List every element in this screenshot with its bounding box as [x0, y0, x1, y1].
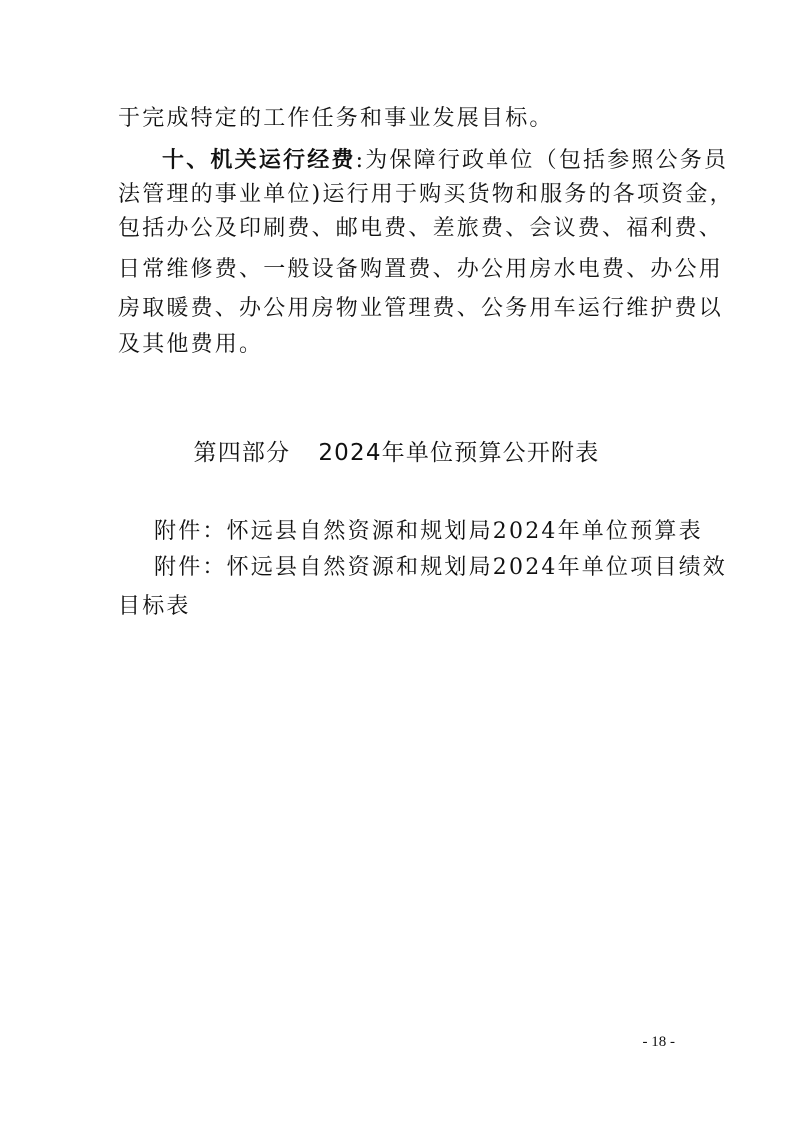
- operating-expense-line: 房取暖费、办公用房物业管理费、公务用车运行维护费以: [118, 296, 724, 321]
- attachment-item-continuation: 目标表: [118, 594, 191, 619]
- attachment-item: 附件：怀远县自然资源和规划局2024年单位预算表: [154, 519, 703, 544]
- operating-expense-term: 十、机关运行经费: [162, 148, 356, 173]
- operating-expense-line: 日常维修费、一般设备购置费、办公用房水电费、办公用: [118, 257, 724, 282]
- section-part-label: 第四部分: [193, 440, 291, 466]
- operating-expense-line: 法管理的事业单位)运行用于购买货物和服务的各项资金，: [118, 182, 734, 207]
- operating-expense-first-line: [162, 146, 729, 176]
- continuation-paragraph: 于完成特定的工作任务和事业发展目标。: [118, 106, 554, 131]
- operating-expense-line: 及其他费用。: [118, 332, 264, 357]
- section-heading: [0, 437, 793, 469]
- attachment-item: 附件：怀远县自然资源和规划局2024年单位项目绩效: [154, 555, 727, 580]
- section-title: 2024年单位预算公开附表: [318, 440, 600, 466]
- operating-expense-definition-start: :为保障行政单位（包括参照公务员: [355, 148, 729, 173]
- operating-expense-line: 包括办公及印刷费、邮电费、差旅费、会议费、福利费、: [118, 216, 724, 241]
- page-number: - 18 -: [642, 1034, 675, 1050]
